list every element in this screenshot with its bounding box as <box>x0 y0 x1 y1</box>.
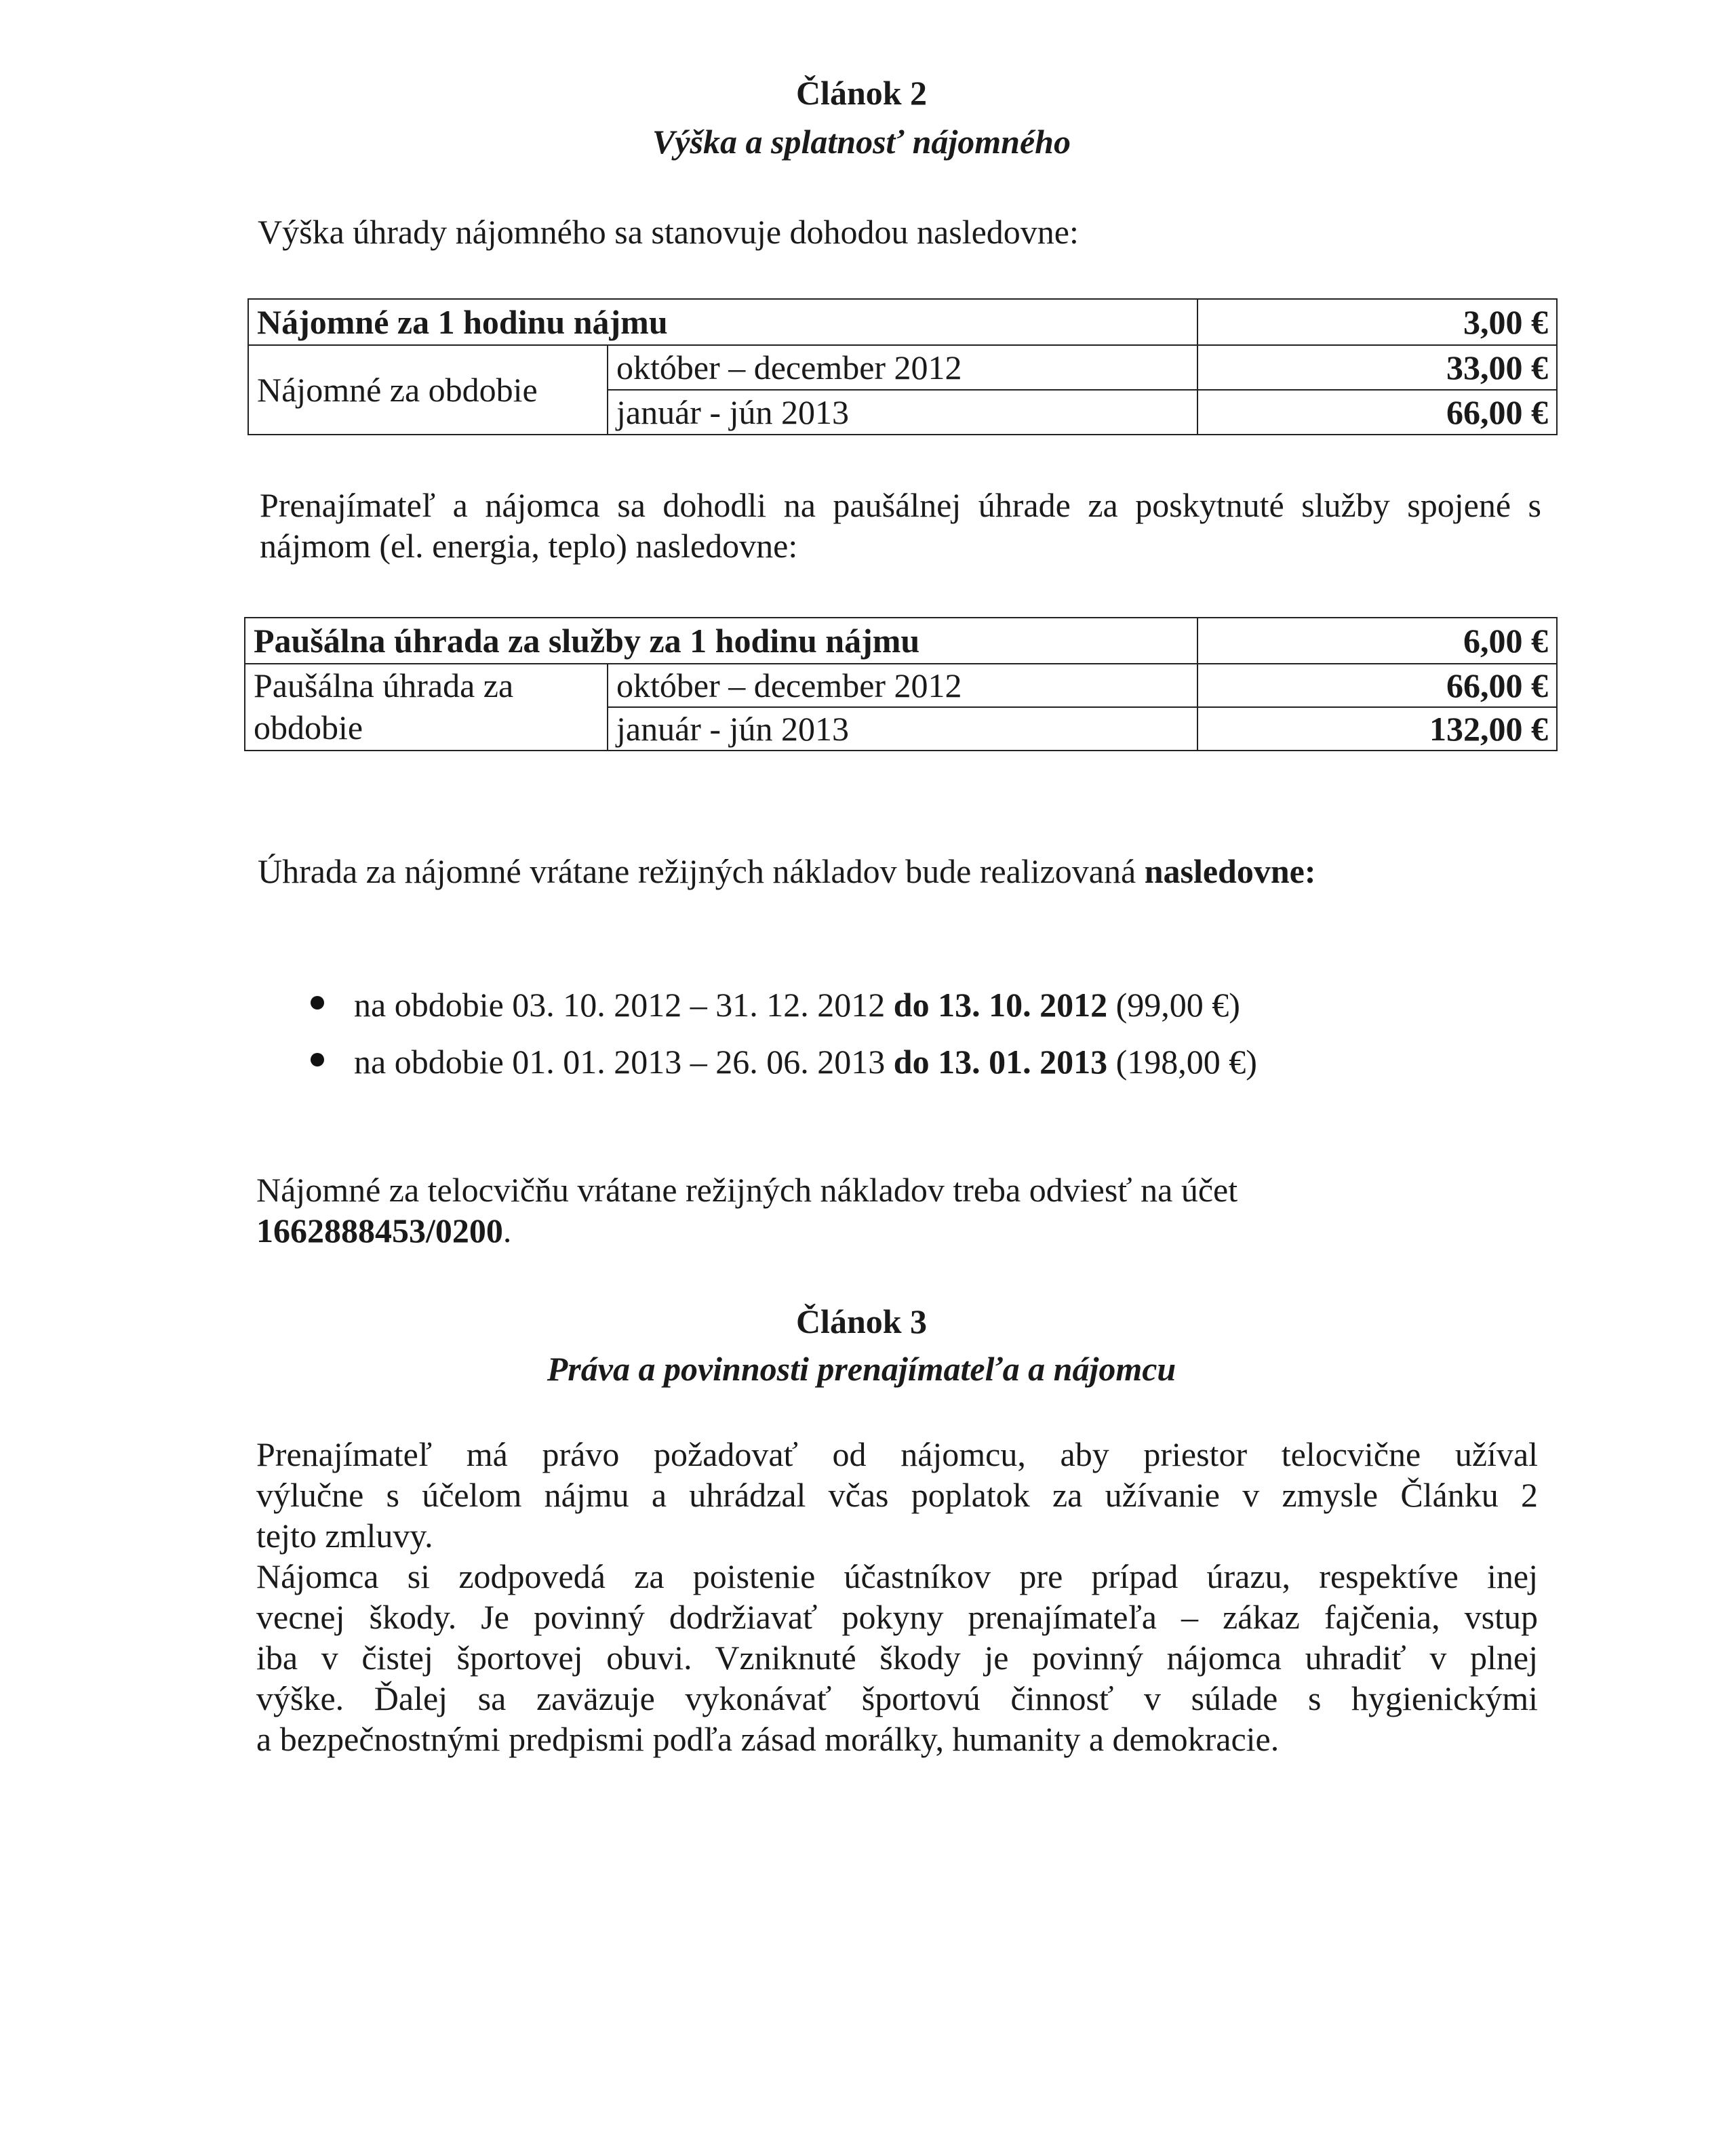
payment-schedule-list <box>311 976 1257 1090</box>
article-2-heading: Článok 2 <box>795 74 928 112</box>
account-text: Nájomné za telocvičňu vrátane režijných nákladov treba odviesť na účet <box>256 1171 1238 1209</box>
payment-text: Úhrada za nájomné vrátane režijných nákladov bude realizovaná <box>258 852 1136 890</box>
hourly-services-amount: 6,00 € <box>1197 618 1557 664</box>
period-name: január - jún 2013 <box>608 707 1197 751</box>
bullet-deadline: do 13. 10. 2012 <box>893 986 1108 1024</box>
bullet-amount: (198,00 €) <box>1115 1043 1257 1081</box>
rights-paragraph-2 <box>256 1556 1538 1759</box>
list-item <box>311 976 1257 1033</box>
list-item <box>311 1033 1257 1090</box>
table-row <box>245 618 1557 664</box>
table-row <box>248 345 1557 390</box>
bullet-icon <box>311 1053 324 1066</box>
services-paragraph: Prenajímateľ a nájomca sa dohodli na paušálnej úhrade za poskytnuté služby spojené s nájmom (el. energia, teplo) nasledovne: <box>260 486 1541 565</box>
article-2-subheading: Výška a splatnosť nájomného <box>652 123 1071 161</box>
payment-bold: nasledovne: <box>1144 852 1316 890</box>
services-table <box>244 617 1558 751</box>
period-name: október – december 2012 <box>608 345 1197 390</box>
bullet-icon <box>311 996 324 1010</box>
bullet-deadline: do 13. 01. 2013 <box>893 1043 1108 1081</box>
period-name: január - jún 2013 <box>608 390 1197 435</box>
article-3-heading: Článok 3 <box>795 1302 928 1340</box>
account-end: . <box>502 1212 512 1250</box>
paragraph-line: výške. Ďalej sa zaväzuje vykonávať športovú činnosť v súlade s hygienickými <box>256 1679 1538 1717</box>
period-amount: 33,00 € <box>1197 345 1557 390</box>
period-services-label: Paušálna úhrada za obdobie <box>245 664 608 751</box>
account-paragraph <box>256 1170 1237 1251</box>
table-row <box>245 664 1557 707</box>
article-3-subheading: Práva a povinnosti prenajímateľa a nájomcu <box>547 1350 1176 1388</box>
paragraph-line: iba v čistej športovej obuvi. Vzniknuté škody je povinný nájomca uhradiť v plnej <box>256 1639 1538 1677</box>
paragraph-line: Prenajímateľ má právo požadovať od nájomcu, aby priestor telocvične užíval <box>256 1435 1538 1473</box>
account-number: 1662888453/0200 <box>256 1212 503 1250</box>
period-rent-label: Nájomné za obdobie <box>248 345 608 435</box>
table-row <box>248 299 1557 345</box>
paragraph-line: tejto zmluvy. <box>256 1517 433 1555</box>
hourly-rent-amount: 3,00 € <box>1197 299 1557 345</box>
paragraph-line: Nájomca si zodpovedá za poistenie účastníkov pre prípad úrazu, respektíve inej <box>256 1557 1538 1595</box>
bullet-period: na obdobie 01. 01. 2013 – 26. 06. 2013 <box>354 1043 886 1081</box>
bullet-period: na obdobie 03. 10. 2012 – 31. 12. 2012 <box>354 986 886 1024</box>
paragraph-line: a bezpečnostnými predpismi podľa zásad morálky, humanity a demokracie. <box>256 1720 1280 1758</box>
period-name: október – december 2012 <box>608 664 1197 707</box>
period-amount: 66,00 € <box>1197 664 1557 707</box>
paragraph-line: vecnej škody. Je povinný dodržiavať pokyny prenajímateľa – zákaz fajčenia, vstup <box>256 1598 1538 1636</box>
bullet-amount: (99,00 €) <box>1115 986 1240 1024</box>
paragraph-line: výlučne s účelom nájmu a uhrádzal včas poplatok za užívanie v zmysle Článku 2 <box>256 1476 1538 1514</box>
hourly-services-label: Paušálna úhrada za služby za 1 hodinu nájmu <box>245 618 1197 664</box>
period-amount: 66,00 € <box>1197 390 1557 435</box>
hourly-rent-label: Nájomné za 1 hodinu nájmu <box>248 299 1197 345</box>
rent-intro: Výška úhrady nájomného sa stanovuje dohodou nasledovne: <box>258 213 1079 251</box>
rent-table <box>247 298 1558 435</box>
period-amount: 132,00 € <box>1197 707 1557 751</box>
payment-sentence <box>258 851 1316 892</box>
rights-paragraph-1 <box>256 1434 1538 1556</box>
